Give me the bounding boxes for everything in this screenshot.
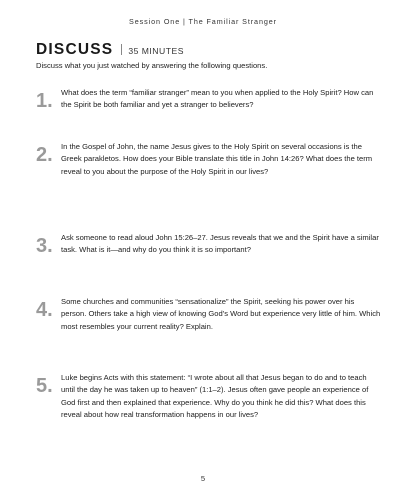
question-text: Some churches and communities “sensationalize” the Spirit, seeking his power over his person. Others take a high view of knowing God’s Word but experience very little of him. Which most resembles your current reality? Explain. xyxy=(61,297,381,331)
page-number: 5 xyxy=(200,474,206,483)
question-number: 1. xyxy=(36,90,53,112)
question-number: 5. xyxy=(36,375,53,397)
heading-divider xyxy=(121,44,122,55)
question-number: 3. xyxy=(36,235,53,257)
section-duration: 35 MINUTES xyxy=(128,46,184,56)
question-text: Luke begins Acts with this statement: “I wrote about all that Jesus began to do and to teach until the day he was taken up to heaven” (1:1–2). Jesus often gave people an experience of God first and then explained that experience. Why do you think he did this? What does this reveal about how real transformation happens in our lives? xyxy=(61,373,369,420)
section-title: DISCUSS xyxy=(36,41,114,58)
question-text: In the Gospel of John, the name Jesus gives to the Holy Spirit on several occasions is the Greek parakletos. How does your Bible translate this title in John 14:26? What does the term reveal to you about the purpose of the Holy Spirit in our lives? xyxy=(61,142,373,176)
question-number: 2. xyxy=(36,144,53,166)
question-text: Ask someone to read aloud John 15:26–27. Jesus reveals that we and the Spirit have a similar task. What is it—and why do you think it is so important? xyxy=(61,233,379,255)
running-header: Session One | The Familiar Stranger xyxy=(129,17,277,26)
question-text: What does the term “familiar stranger” mean to you when applied to the Holy Spirit? How can the Spirit be both familiar and yet a stranger to believers? xyxy=(61,88,374,110)
section-heading xyxy=(36,41,184,59)
question-number: 4. xyxy=(36,299,53,321)
section-intro: Discuss what you just watched by answering the following questions. xyxy=(36,61,268,70)
